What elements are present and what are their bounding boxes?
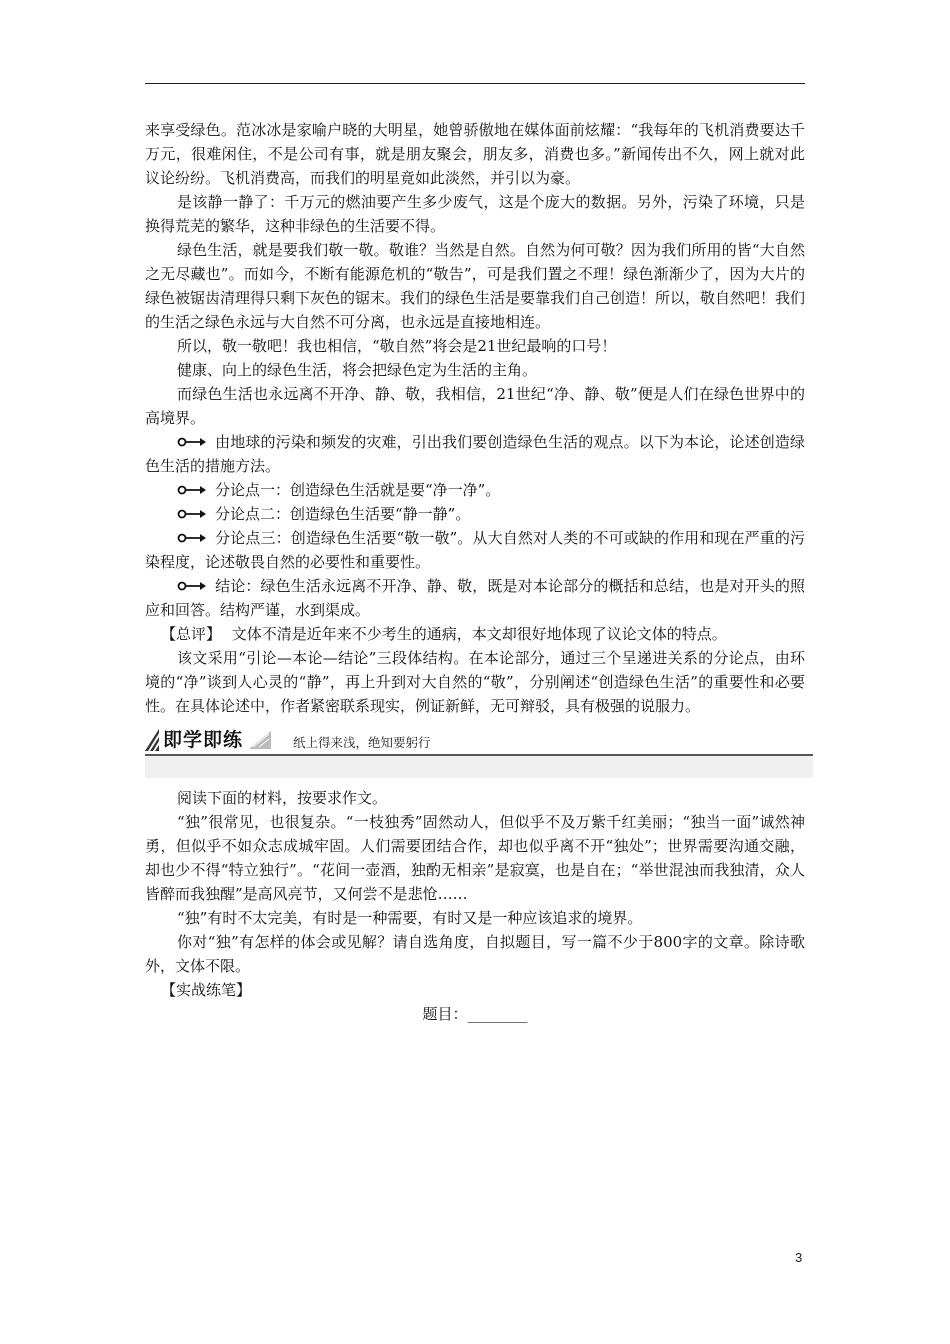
exercise-paragraph: “独”有时不太完美，有时是一种需要，有时又是一种应该追求的境界。: [177, 909, 643, 927]
essay-paragraph: 来享受绿色。范冰冰是家喻户晓的大明星，她曾骄傲地在媒体面前炫耀：“我每年的飞机消费要达千万元，很难闲住，不是公司有事，就是朋友聚会，朋友多，消费也多。”新闻传出不久，网上就对此议论纷纷。飞机消费高，而我们的明星竟如此淡然，并引以为豪。: [145, 121, 805, 187]
essay-paragraph: 健康、向上的绿色生活，将会把绿色定为生活的主角。: [177, 361, 538, 379]
analysis-point-text: 分论点二：创造绿色生活要“静一静”。: [215, 505, 471, 523]
review-paragraph: [145, 622, 805, 646]
analysis-point-text: 由地球的污染和频发的灾难，引出我们要创造绿色生活的观点。以下为本论，论述创造绿色生活的措施方法。: [145, 433, 805, 475]
key-arrow-icon: [177, 508, 207, 520]
analysis-point-text: 分论点一：创造绿色生活就是要“净一净”。: [215, 481, 501, 499]
exercise-paragraph: “独”很常见，也很复杂。“一枝独秀”固然动人，但似乎不及万紫千红美丽；“独当一面”诚然神勇，但似乎不如众志成城牢固。人们需要团结合作，却也似乎离不开“独处”；世界需要沟通交融，却也少不得“特立独行”。“花间一壶酒，独酌无相亲”是寂寞，也是自在；“举世混浊而我独清，众人皆醉而我独醒”是高风亮节，又何尝不是悲怆……: [145, 813, 805, 903]
section-subtitle: 纸上得来浅，绝知要躬行: [293, 735, 431, 750]
section-band: [145, 756, 813, 778]
exercise-paragraph: 阅读下面的材料，按要求作文。: [177, 789, 388, 807]
analysis-point: [145, 526, 805, 574]
section-title: 即学即练: [163, 729, 244, 751]
key-arrow-icon: [177, 436, 207, 448]
essay-paragraph: 所以，敬一敬吧！我也相信，“敬自然”将会是21世纪最响的口号！: [177, 337, 617, 355]
analysis-point: [145, 478, 805, 502]
analysis-point-text: 结论：绿色生活永远离不开净、静、敬，既是对本论部分的概括和总结，也是对开头的照应和回答。结构严谨，水到渠成。: [145, 577, 805, 619]
essay-paragraph: 是该静一静了：千万元的燃油要产生多少废气，这是个庞大的数据。另外，污染了环境，只是换得荒芜的繁华，这种非绿色的生活要不得。: [145, 193, 805, 235]
review-label: 【总评】: [161, 625, 222, 643]
page-content: [145, 118, 805, 1026]
essay-body: [145, 118, 805, 430]
analysis-point: [145, 574, 805, 622]
exercise-body: [145, 786, 805, 978]
analysis-point-text: 分论点三：创造绿色生活要“敬一敬”。从大自然对人类的不可或缺的作用和现在严重的污染程度，论述敬畏自然的必要性和重要性。: [145, 529, 805, 571]
exercise-paragraph: 你对“独”有怎样的体会或见解？请自选角度，自拟题目，写一篇不少于800字的文章。除诗歌外，文体不限。: [145, 933, 805, 975]
section-triangle-icon: [249, 731, 271, 749]
analysis-point: [145, 502, 805, 526]
header-rule: [145, 83, 805, 84]
page-number: 3: [795, 1250, 803, 1265]
section-stripes-icon: [145, 729, 159, 751]
essay-paragraph: 而绿色生活也永远离不开净、静、敬，我相信，21世纪“净、静、敬”便是人们在绿色世界中的高境界。: [145, 385, 805, 427]
analysis-point: [145, 430, 805, 478]
key-arrow-icon: [177, 484, 207, 496]
practice-label: 【实战练笔】: [161, 981, 252, 999]
title-prompt: 题目：________: [422, 1005, 528, 1023]
key-arrow-icon: [177, 580, 207, 592]
essay-paragraph: 绿色生活，就是要我们敬一敬。敬谁？当然是自然。自然为何可敬？因为我们所用的皆“大自然之无尽藏也”。而如今，不断有能源危机的“敬告”，可是我们置之不理！绿色渐渐少了，因为大片的绿色被锯齿清理得只剩下灰色的锯末。我们的绿色生活是要靠我们自己创造！所以，敬自然吧！我们的生活之绿色永远与大自然不可分离，也永远是直接地相连。: [145, 241, 806, 331]
review-text: 文体不清是近年来不少考生的通病，本文却很好地体现了议论文体的特点。: [231, 625, 727, 643]
key-arrow-icon: [177, 532, 207, 544]
section-header: [145, 726, 805, 756]
analysis-points: [145, 430, 805, 622]
review-detail: 该文采用“引论—本论—结论”三段体结构。在本论部分，通过三个呈递进关系的分论点，由环境的“净”谈到人心灵的“静”，再上升到对大自然的“敬”，分别阐述“创造绿色生活”的重要性和必要性。在具体论述中，作者紧密联系现实，例证新鲜，无可辩驳，具有极强的说服力。: [145, 649, 805, 715]
